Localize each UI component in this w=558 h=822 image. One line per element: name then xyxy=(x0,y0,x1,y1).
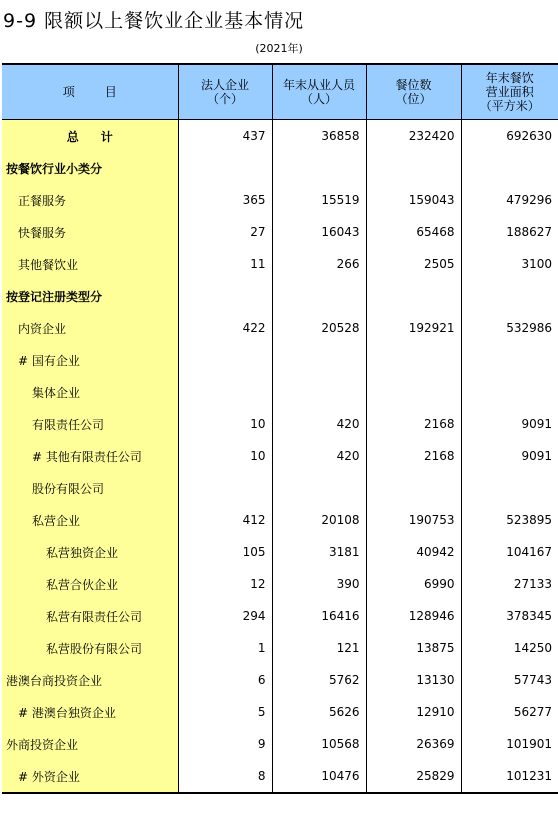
cell-enterprises: 9 xyxy=(178,728,272,760)
cell-area: 378345 xyxy=(461,600,558,632)
cell-employees: 3181 xyxy=(272,536,366,568)
cell-seats xyxy=(366,344,461,376)
cell-employees xyxy=(272,472,366,504)
cell-area: 188627 xyxy=(461,216,558,248)
row-label: # 港澳台独资企业 xyxy=(2,696,178,728)
cell-enterprises: 294 xyxy=(178,600,272,632)
cell-seats xyxy=(366,472,461,504)
cell-enterprises: 105 xyxy=(178,536,272,568)
row-label: 外商投资企业 xyxy=(2,728,178,760)
cell-area: 56277 xyxy=(461,696,558,728)
header-item: 项目 xyxy=(2,64,178,120)
cell-seats xyxy=(366,280,461,312)
cell-enterprises: 422 xyxy=(178,312,272,344)
cell-seats: 232420 xyxy=(366,120,461,153)
cell-seats: 192921 xyxy=(366,312,461,344)
cell-area: 523895 xyxy=(461,504,558,536)
row-label: 总计 xyxy=(2,120,178,153)
cell-employees: 16416 xyxy=(272,600,366,632)
cell-employees: 420 xyxy=(272,408,366,440)
cell-enterprises xyxy=(178,280,272,312)
cell-area: 692630 xyxy=(461,120,558,153)
header-row xyxy=(2,64,558,120)
row-label: 私营独资企业 xyxy=(2,536,178,568)
cell-employees: 15519 xyxy=(272,184,366,216)
cell-employees: 16043 xyxy=(272,216,366,248)
row-label: 股份有限公司 xyxy=(2,472,178,504)
table-row xyxy=(2,184,558,216)
row-label: 私营有限责任公司 xyxy=(2,600,178,632)
statistics-table xyxy=(2,63,558,794)
cell-area: 9091 xyxy=(461,408,558,440)
cell-enterprises: 8 xyxy=(178,760,272,793)
cell-enterprises: 6 xyxy=(178,664,272,696)
cell-seats: 25829 xyxy=(366,760,461,793)
row-label: 快餐服务 xyxy=(2,216,178,248)
table-row xyxy=(2,440,558,472)
table-row-section xyxy=(2,152,558,184)
table-row xyxy=(2,216,558,248)
table-row xyxy=(2,600,558,632)
cell-seats xyxy=(366,152,461,184)
header-area: 年末餐饮 营业面积 （平方米） xyxy=(461,64,558,120)
table-row xyxy=(2,408,558,440)
year-label: (2021年) xyxy=(255,42,303,55)
row-label: # 外资企业 xyxy=(2,760,178,793)
cell-seats: 128946 xyxy=(366,600,461,632)
table-row xyxy=(2,568,558,600)
cell-area xyxy=(461,472,558,504)
row-label: # 其他有限责任公司 xyxy=(2,440,178,472)
cell-seats: 2505 xyxy=(366,248,461,280)
cell-area: 101231 xyxy=(461,760,558,793)
cell-employees xyxy=(272,344,366,376)
cell-enterprises xyxy=(178,376,272,408)
cell-enterprises: 10 xyxy=(178,440,272,472)
row-label: 私营股份有限公司 xyxy=(2,632,178,664)
cell-seats: 6990 xyxy=(366,568,461,600)
cell-area: 9091 xyxy=(461,440,558,472)
cell-area: 101901 xyxy=(461,728,558,760)
cell-employees: 20108 xyxy=(272,504,366,536)
row-label: 其他餐饮业 xyxy=(2,248,178,280)
cell-area xyxy=(461,344,558,376)
cell-enterprises: 27 xyxy=(178,216,272,248)
cell-enterprises xyxy=(178,152,272,184)
row-label: # 国有企业 xyxy=(2,344,178,376)
cell-enterprises xyxy=(178,344,272,376)
cell-area xyxy=(461,280,558,312)
cell-employees xyxy=(272,376,366,408)
cell-employees: 121 xyxy=(272,632,366,664)
table-row xyxy=(2,728,558,760)
row-label: 按登记注册类型分 xyxy=(2,280,178,312)
cell-seats: 2168 xyxy=(366,408,461,440)
row-label: 正餐服务 xyxy=(2,184,178,216)
row-label: 私营合伙企业 xyxy=(2,568,178,600)
cell-employees: 36858 xyxy=(272,120,366,153)
row-label: 港澳台商投资企业 xyxy=(2,664,178,696)
cell-employees: 10568 xyxy=(272,728,366,760)
cell-enterprises: 1 xyxy=(178,632,272,664)
cell-seats: 40942 xyxy=(366,536,461,568)
cell-employees xyxy=(272,152,366,184)
cell-area: 14250 xyxy=(461,632,558,664)
cell-seats: 190753 xyxy=(366,504,461,536)
cell-enterprises: 412 xyxy=(178,504,272,536)
cell-enterprises xyxy=(178,472,272,504)
table-row xyxy=(2,248,558,280)
cell-employees: 5762 xyxy=(272,664,366,696)
table-row xyxy=(2,664,558,696)
cell-area: 532986 xyxy=(461,312,558,344)
cell-seats: 13130 xyxy=(366,664,461,696)
cell-employees: 10476 xyxy=(272,760,366,793)
table-row xyxy=(2,344,558,376)
cell-employees: 266 xyxy=(272,248,366,280)
header-employees: 年末从业人员 （人） xyxy=(272,64,366,120)
page-title: 9-9 限额以上餐饮业企业基本情况 xyxy=(3,10,305,32)
header-seats: 餐位数 （位） xyxy=(366,64,461,120)
row-label: 私营企业 xyxy=(2,504,178,536)
row-label: 按餐饮行业小类分 xyxy=(2,152,178,184)
cell-seats: 159043 xyxy=(366,184,461,216)
cell-area: 479296 xyxy=(461,184,558,216)
header-enterprises: 法人企业 （个） xyxy=(178,64,272,120)
table-row xyxy=(2,376,558,408)
cell-seats xyxy=(366,376,461,408)
row-label: 集体企业 xyxy=(2,376,178,408)
cell-employees: 420 xyxy=(272,440,366,472)
table-row-section xyxy=(2,280,558,312)
cell-area: 104167 xyxy=(461,536,558,568)
cell-seats: 2168 xyxy=(366,440,461,472)
cell-seats: 13875 xyxy=(366,632,461,664)
cell-enterprises: 10 xyxy=(178,408,272,440)
table-row xyxy=(2,472,558,504)
cell-area xyxy=(461,152,558,184)
cell-employees: 20528 xyxy=(272,312,366,344)
cell-seats: 26369 xyxy=(366,728,461,760)
cell-enterprises: 5 xyxy=(178,696,272,728)
table-row xyxy=(2,504,558,536)
cell-employees: 390 xyxy=(272,568,366,600)
cell-enterprises: 365 xyxy=(178,184,272,216)
row-label: 内资企业 xyxy=(2,312,178,344)
cell-enterprises: 12 xyxy=(178,568,272,600)
table-row xyxy=(2,312,558,344)
table-row-total xyxy=(2,120,558,153)
table-row xyxy=(2,760,558,793)
cell-enterprises: 11 xyxy=(178,248,272,280)
cell-employees xyxy=(272,280,366,312)
cell-seats: 12910 xyxy=(366,696,461,728)
cell-employees: 5626 xyxy=(272,696,366,728)
cell-area: 27133 xyxy=(461,568,558,600)
cell-seats: 65468 xyxy=(366,216,461,248)
cell-area: 3100 xyxy=(461,248,558,280)
table-row xyxy=(2,632,558,664)
cell-area: 57743 xyxy=(461,664,558,696)
table-row xyxy=(2,696,558,728)
cell-area xyxy=(461,376,558,408)
cell-enterprises: 437 xyxy=(178,120,272,153)
row-label: 有限责任公司 xyxy=(2,408,178,440)
table-row xyxy=(2,536,558,568)
